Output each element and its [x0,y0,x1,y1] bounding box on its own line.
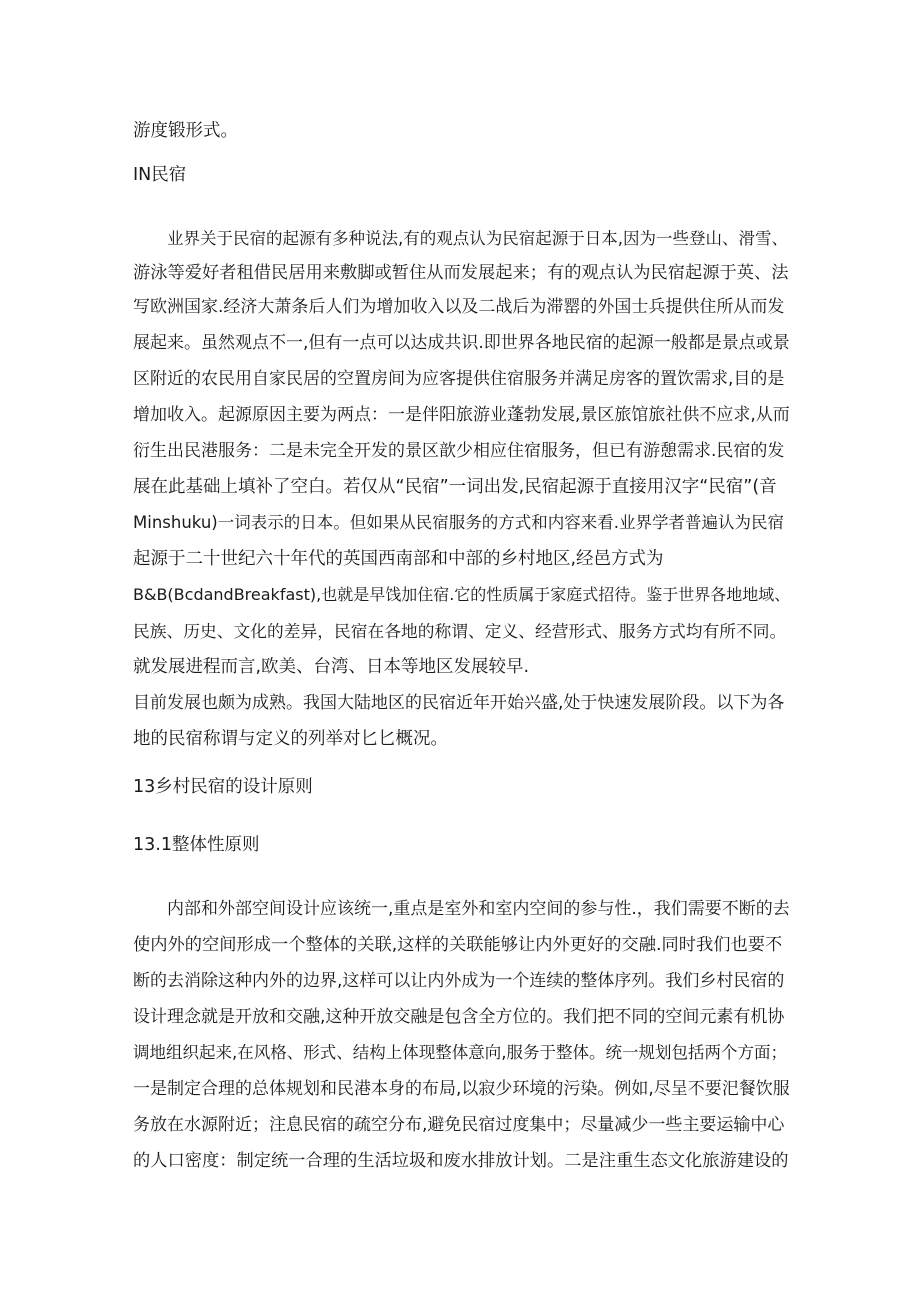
paragraph-line: 就发展进程而言,欧美、台湾、日本等地区发展较早. [133,657,530,677]
paragraph-line: 展在此基础上填补了空白。若仅从“民宿”一词出发,民宿起源于直接用汉字“民宿”(音 [133,477,777,497]
paragraph-line: 写欧洲国家.经济大萧条后人们为增加收入以及二战后为滞罂的外国士兵提供住所从而发 [133,297,785,317]
paragraph-line: 区附近的农民用自家民居的空置房间为应客提供住宿服务并满足房客的置饮需求,目的是 [133,369,785,389]
paragraph-line: 一是制定合理的总体规划和民港本身的布局,以寂少环境的污染。例如,尽呈不要汜餐饮服 [133,1079,790,1099]
paragraph-line: 起源于二十世纪六十年代的英国西南部和中部的乡村地区,经邑方式为 [133,549,664,569]
paragraph-line: 调地组织起来,在风格、形式、结构上体现整体意向,服务于整体。统一规划包括两个方面； [133,1043,787,1062]
paragraph-line: Minshuku)一词表示的日本。但如果从民宿服务的方式和内容来看.业界学者普遍认为民宿 [133,513,784,532]
paragraph-line: 使内外的空间形成一个整体的关联,这样的关联能够让内外更好的交融.同时我们也要不 [133,935,783,955]
paragraph-line: 地的民宿称谓与定义的列举对匕匕概况。 [133,729,448,749]
paragraph-line: 目前发展也颇为成熟。我国大陆地区的民宿近年开始兴盛,处于快速发展阶段。以下为各 [133,693,785,713]
paragraph-line: 增加收入。起源原因主要为两点：一是伴阳旅游业蓬勃发展,景区旅馆旅社供不应求,从而 [133,405,790,425]
paragraph-line: 内部和外部空间设计应该统一,重点是室外和室内空间的参与性.，我们需要不断的去 [167,899,790,919]
opening-line: 游度锻形式。 [133,121,238,141]
paragraph-line: 民族、历史、文化的差异，民宿在各地的称谓、定义、经营形式、服务方式均有所不同。 [133,621,787,641]
paragraph-line: 设计理念就是开放和交融,这种开放交融是包含全方位的。我们把不同的空间元素有机协 [133,1007,785,1027]
section-heading-minsu: IN民宿 [133,165,187,185]
paragraph-line: 断的去消除这种内外的边界,这样可以让内外成为一个连续的整体序列。我们乡村民宿的 [133,971,785,991]
paragraph-line: 衍生出民港服务：二是未完全开发的景区歆少相应住宿服务，但已有游憩需求.民宿的发 [133,441,785,461]
paragraph-line: 务放在水源附近；注息民宿的疏空分布,避免民宿过度集中；尽量减少一些主要运输中心 [133,1115,785,1135]
paragraph-line: 展起来。虽然观点不一,但有一点可以达成共识.即世界各地民宿的起源一般都是景点或景 [133,333,790,353]
section-heading-design-principles: 13乡村民宿的设计原则 [133,777,313,797]
paragraph-line: 游泳等爱好者租借民居用来敷脚或暂住从而发展起来；有的观点认为民宿起源于英、法 [133,263,789,283]
paragraph-line: B&B(BcdandBreakfast),也就是早饯加住宿.它的性质属于家庭式招待。鉴于世界各地地域、 [133,585,791,604]
paragraph-line: 业界关于民宿的起源有多种说法,有的观点认为民宿起源于日本,因为一些登山、滑雪、 [167,229,788,248]
paragraph-line: 的人口密度：制定统一合理的生活垃圾和废水排放计划。二是注重生态文化旅游建设的 [133,1151,789,1171]
subsection-heading-integrity: 13.1整体性原则 [133,835,260,855]
